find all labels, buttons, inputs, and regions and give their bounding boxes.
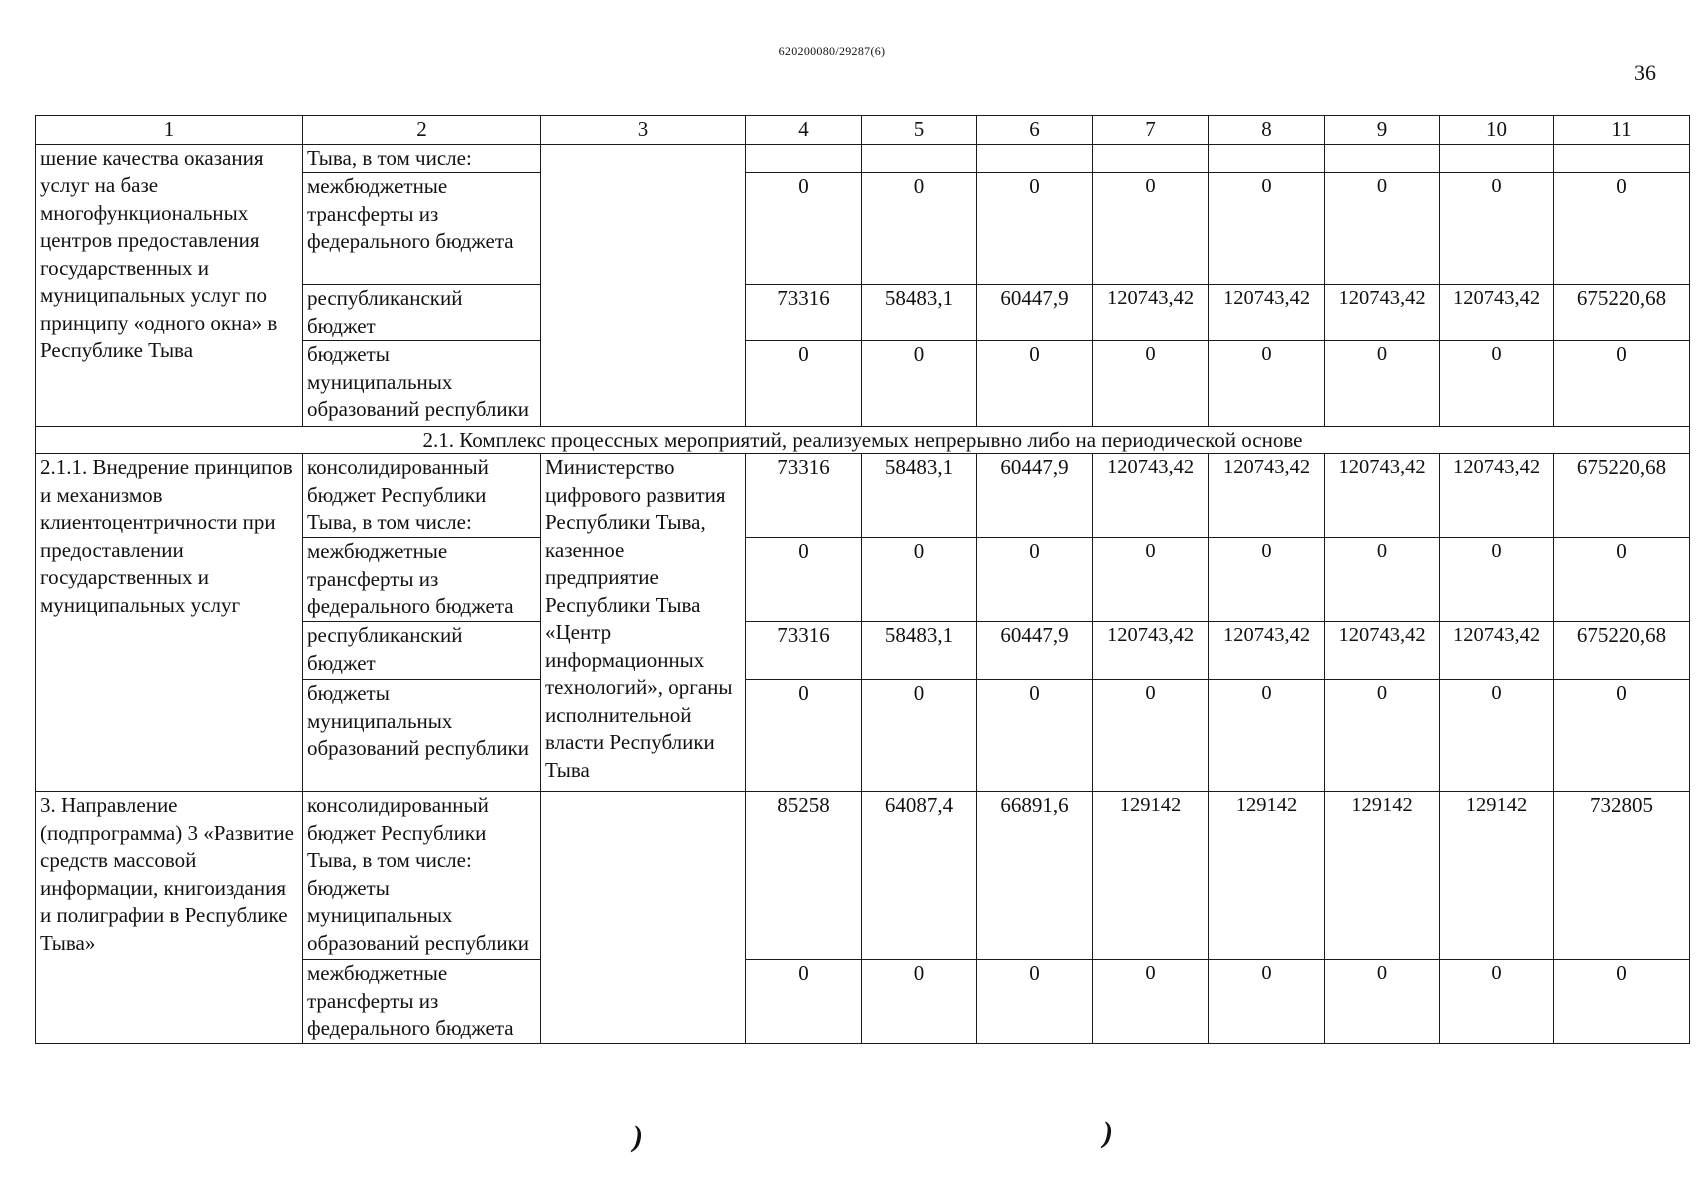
value-cell: 0 — [862, 960, 977, 1044]
value-cell: 0 — [1325, 341, 1440, 427]
document-id: 620200080/29287(6) — [778, 44, 886, 58]
value-cell: 73316 — [746, 454, 862, 538]
column-header: 5 — [862, 116, 977, 145]
value-cell: 0 — [1325, 173, 1440, 285]
value-cell: 0 — [1093, 538, 1209, 622]
value-cell: 120743,42 — [1440, 622, 1554, 680]
value-cell: 0 — [1440, 173, 1554, 285]
value-cell — [1209, 144, 1325, 173]
value-cell: 0 — [862, 538, 977, 622]
value-cell: 58483,1 — [862, 622, 977, 680]
funding-source: межбюджетные трансферты из федерального бюджета — [303, 960, 541, 1044]
handwritten-mark-right: ) — [1103, 1116, 1113, 1149]
column-header: 7 — [1093, 116, 1209, 145]
value-cell: 0 — [746, 960, 862, 1044]
handwritten-mark-left: ) — [633, 1120, 643, 1153]
value-cell: 0 — [977, 960, 1093, 1044]
value-cell: 0 — [746, 680, 862, 792]
value-cell: 0 — [1325, 960, 1440, 1044]
value-cell: 0 — [1209, 538, 1325, 622]
value-cell: 0 — [746, 173, 862, 285]
value-cell: 129142 — [1209, 792, 1325, 960]
column-header: 1 — [36, 116, 303, 145]
executor — [541, 144, 746, 427]
value-cell: 58483,1 — [862, 454, 977, 538]
value-cell: 0 — [1554, 680, 1690, 792]
value-cell: 675220,68 — [1554, 454, 1690, 538]
value-cell: 0 — [1554, 173, 1690, 285]
column-header: 10 — [1440, 116, 1554, 145]
column-header: 9 — [1325, 116, 1440, 145]
executor: Министерство цифрового развития Республики Тыва, казенное предприятие Республики Тыва «Центр информационных технологий», органы исполнительной власти Республики Тыва — [541, 454, 746, 792]
measure-description: шение качества оказания услуг на базе многофункциональных центров предоставления государственных и муниципальных услуг по принципу «одного окна» в Республике Тыва — [36, 144, 303, 427]
value-cell: 120743,42 — [1209, 622, 1325, 680]
value-cell: 0 — [1440, 960, 1554, 1044]
value-cell: 0 — [977, 538, 1093, 622]
value-cell: 0 — [1554, 538, 1690, 622]
table-row — [36, 144, 1690, 173]
value-cell: 0 — [1440, 341, 1554, 427]
value-cell: 0 — [862, 680, 977, 792]
value-cell: 120743,42 — [1209, 454, 1325, 538]
value-cell: 0 — [1209, 680, 1325, 792]
value-cell: 66891,6 — [977, 792, 1093, 960]
value-cell: 0 — [1440, 680, 1554, 792]
value-cell: 0 — [1440, 538, 1554, 622]
value-cell: 0 — [1209, 960, 1325, 1044]
funding-source: Тыва, в том числе: — [303, 144, 541, 173]
budget-table — [35, 115, 1690, 1044]
value-cell: 60447,9 — [977, 285, 1093, 341]
value-cell: 0 — [1209, 173, 1325, 285]
header-row — [36, 116, 1690, 145]
value-cell — [746, 144, 862, 173]
value-cell: 120743,42 — [1325, 285, 1440, 341]
value-cell: 0 — [1209, 341, 1325, 427]
value-cell: 120743,42 — [1093, 454, 1209, 538]
value-cell: 0 — [1093, 680, 1209, 792]
value-cell: 675220,68 — [1554, 622, 1690, 680]
value-cell: 0 — [1093, 173, 1209, 285]
measure-description: 3. Направление (подпрограмма) 3 «Развитие средств массовой информации, книгоиздания и полиграфии в Республике Тыва» — [36, 792, 303, 1044]
value-cell: 85258 — [746, 792, 862, 960]
value-cell — [1325, 144, 1440, 173]
funding-source: консолидированный бюджет Республики Тыва, в том числе: бюджеты муниципальных образований республики — [303, 792, 541, 960]
value-cell: 120743,42 — [1325, 454, 1440, 538]
column-header: 6 — [977, 116, 1093, 145]
value-cell: 0 — [862, 173, 977, 285]
section-title: 2.1. Комплекс процессных мероприятий, реализуемых непрерывно либо на периодической основе — [36, 427, 1690, 454]
value-cell: 0 — [1325, 538, 1440, 622]
value-cell: 120743,42 — [1440, 285, 1554, 341]
value-cell: 0 — [746, 341, 862, 427]
table-row — [36, 792, 1690, 960]
value-cell: 675220,68 — [1554, 285, 1690, 341]
funding-source: межбюджетные трансферты из федерального бюджета — [303, 173, 541, 285]
executor — [541, 792, 746, 1044]
value-cell: 129142 — [1093, 792, 1209, 960]
column-header: 4 — [746, 116, 862, 145]
value-cell — [1554, 144, 1690, 173]
value-cell: 0 — [862, 341, 977, 427]
column-header: 8 — [1209, 116, 1325, 145]
value-cell: 60447,9 — [977, 622, 1093, 680]
value-cell — [1440, 144, 1554, 173]
value-cell: 0 — [977, 680, 1093, 792]
funding-source: консолидированный бюджет Республики Тыва, в том числе: — [303, 454, 541, 538]
value-cell: 60447,9 — [977, 454, 1093, 538]
column-header: 2 — [303, 116, 541, 145]
section-row — [36, 427, 1690, 454]
value-cell: 0 — [1325, 680, 1440, 792]
value-cell: 129142 — [1325, 792, 1440, 960]
value-cell: 120743,42 — [1209, 285, 1325, 341]
value-cell: 0 — [746, 538, 862, 622]
value-cell — [1093, 144, 1209, 173]
value-cell: 0 — [1093, 960, 1209, 1044]
value-cell: 0 — [1093, 341, 1209, 427]
column-header: 11 — [1554, 116, 1690, 145]
value-cell — [862, 144, 977, 173]
value-cell — [977, 144, 1093, 173]
value-cell: 0 — [1554, 960, 1690, 1044]
value-cell: 0 — [1554, 341, 1690, 427]
value-cell: 64087,4 — [862, 792, 977, 960]
page-number: 36 — [1634, 60, 1656, 85]
funding-source: республиканский бюджет — [303, 622, 541, 680]
value-cell: 58483,1 — [862, 285, 977, 341]
value-cell: 129142 — [1440, 792, 1554, 960]
value-cell: 73316 — [746, 622, 862, 680]
funding-source: республиканский бюджет — [303, 285, 541, 341]
value-cell: 73316 — [746, 285, 862, 341]
funding-source: межбюджетные трансферты из федерального бюджета — [303, 538, 541, 622]
funding-source: бюджеты муниципальных образований республики — [303, 680, 541, 792]
column-header: 3 — [541, 116, 746, 145]
table-row — [36, 454, 1690, 538]
value-cell: 0 — [977, 173, 1093, 285]
value-cell: 120743,42 — [1440, 454, 1554, 538]
value-cell: 732805 — [1554, 792, 1690, 960]
measure-description: 2.1.1. Внедрение принципов и механизмов клиентоцентричности при предоставлении государственных и муниципальных услуг — [36, 454, 303, 792]
value-cell: 120743,42 — [1093, 285, 1209, 341]
table-body — [36, 116, 1690, 1044]
value-cell: 0 — [977, 341, 1093, 427]
value-cell: 120743,42 — [1325, 622, 1440, 680]
value-cell: 120743,42 — [1093, 622, 1209, 680]
funding-source: бюджеты муниципальных образований республики — [303, 341, 541, 427]
